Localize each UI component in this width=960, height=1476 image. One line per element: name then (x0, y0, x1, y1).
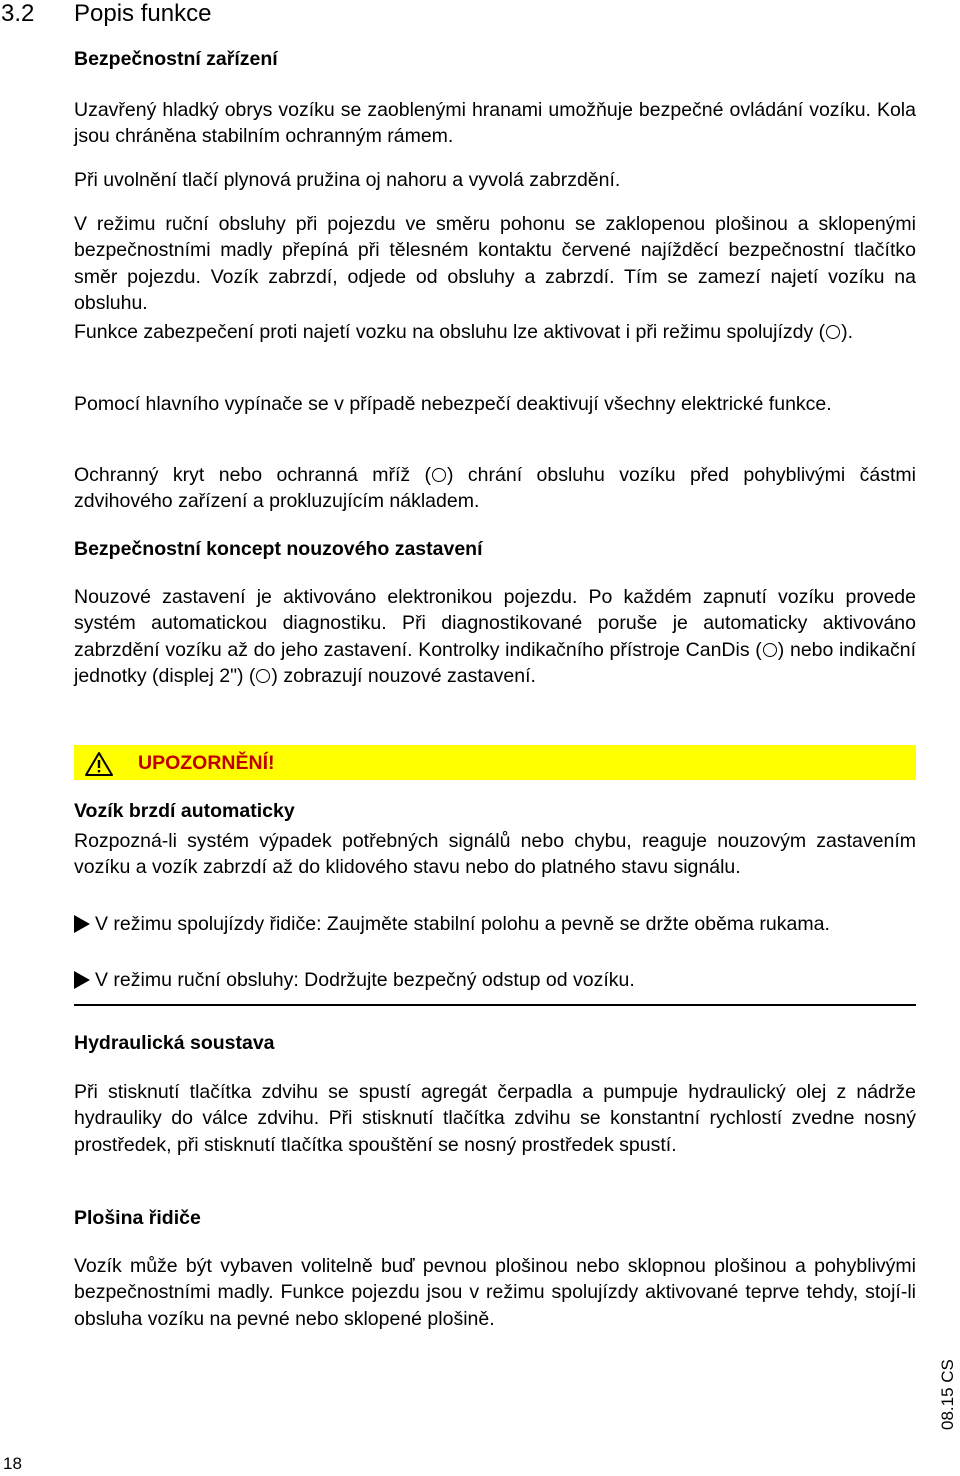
warning-end-divider (74, 1004, 916, 1006)
section-number: 3.2 (1, 0, 35, 27)
safety-paragraph-4 (74, 319, 916, 345)
emergency-text-b: ) nebo indikační jednotky (displej 2") ( (74, 638, 917, 687)
option-circle-icon (256, 669, 270, 683)
emergency-heading: Bezpečnostní koncept nouzového zastavení (74, 538, 483, 560)
bullet-arrow-icon (74, 971, 90, 989)
safety-heading: Bezpečnostní zařízení (74, 48, 278, 70)
warning-subtitle: Vozík brzdí automaticky (74, 800, 295, 822)
warning-triangle-icon (84, 751, 114, 777)
option-circle-icon (763, 643, 777, 657)
warning-bullet-text: V režimu spolujízdy řidiče: Zaujměte stabilní polohu a pevně se držte oběma rukama. (95, 913, 830, 935)
warning-text: Rozpozná-li systém výpadek potřebných signálů nebo chybu, reaguje nouzovým zastavením vozíku a vozík zabrzdí až do klidového stavu nebo do platného stavu signálu. (74, 830, 916, 879)
page-number: 18 (3, 1454, 22, 1473)
emergency-text-a: Nouzové zastavení je aktivováno elektronikou pojezdu. Po každém zapnutí vozíku provede systém automatickou diagnostiku. Při diagnostikované poruše je automaticky aktivováno zabrzdění vozíku až do jeho zastavení. Kontrolky indikačního přístroje CanDis ( (74, 586, 916, 661)
safety-paragraph-2: Při uvolnění tlačí plynová pružina oj nahoru a vyvolá zabrzdění. (74, 169, 621, 191)
warning-bar (74, 745, 916, 780)
safety-p4-text-a: Funkce zabezpečení proti najetí vozku na obsluhu lze aktivovat i při režimu spolujízdy ( (74, 321, 826, 343)
safety-p4-text-b: ). (841, 321, 854, 343)
hydraulic-heading: Hydraulická soustava (74, 1032, 275, 1054)
emergency-text-c: ) zobrazují nouzové zastavení. (271, 664, 536, 687)
platform-heading: Plošina řidiče (74, 1207, 201, 1229)
platform-text: Vozík může být vybaven volitelně buď pevnou plošinou nebo sklopnou plošinou a pohyblivými bezpečnostními madly. Funkce pojezdu jsou v režimu spolujízdy aktivované teprve tehdy, stojí-li obsluha vozíku na pevné nebo sklopené plošině. (74, 1255, 916, 1330)
warning-bullet-text: V režimu ruční obsluhy: Dodržujte bezpečný odstup od vozíku. (95, 969, 635, 991)
hydraulic-text: Při stisknutí tlačítka zdvihu se spustí agregát čerpadla a pumpuje hydraulický olej z nádrže hydrauliky do válce zdvihu. Při stisknutí tlačítka zdvihu se konstantní rychlostí zvedne nosný prostředek, při stisknutí tlačítka spouštění se nosný prostředek spustí. (74, 1081, 916, 1156)
option-circle-icon (826, 325, 840, 339)
section-title: Popis funkce (74, 0, 212, 27)
warning-title: UPOZORNĚNÍ! (138, 752, 275, 774)
safety-paragraph-6 (74, 462, 916, 515)
bullet-arrow-icon (74, 915, 90, 933)
safety-paragraph-5: Pomocí hlavního vypínače se v případě nebezpečí deaktivují všechny elektrické funkce. (74, 393, 832, 415)
emergency-paragraph (74, 584, 916, 689)
safety-p6-text-a: Ochranný kryt nebo ochranná mříž ( (74, 464, 432, 486)
safety-paragraph-3: V režimu ruční obsluhy při pojezdu ve směru pohonu se zaklopenou plošinou a sklopenými bezpečnostními madly přepíná při tělesném kontaktu červené najížděcí bezpečnostní tlačítko směr pojezdu. Vozík zabrzdí, odjede od obsluhy a zabrzdí. Tím se zamezí najetí vozíku na obsluhu. (74, 213, 916, 314)
edition-label: 08.15 CS (938, 1359, 957, 1430)
option-circle-icon (432, 468, 446, 482)
safety-p6-text-b: ) chrání obsluhu vozíku před pohyblivými částmi zdvihového zařízení a prokluzujícím nákladem. (74, 464, 916, 513)
safety-paragraph-1: Uzavřený hladký obrys vozíku se zaoblenými hranami umožňuje bezpečné ovládání vozíku. Kola jsou chráněna stabilním ochranným rámem. (74, 99, 916, 148)
